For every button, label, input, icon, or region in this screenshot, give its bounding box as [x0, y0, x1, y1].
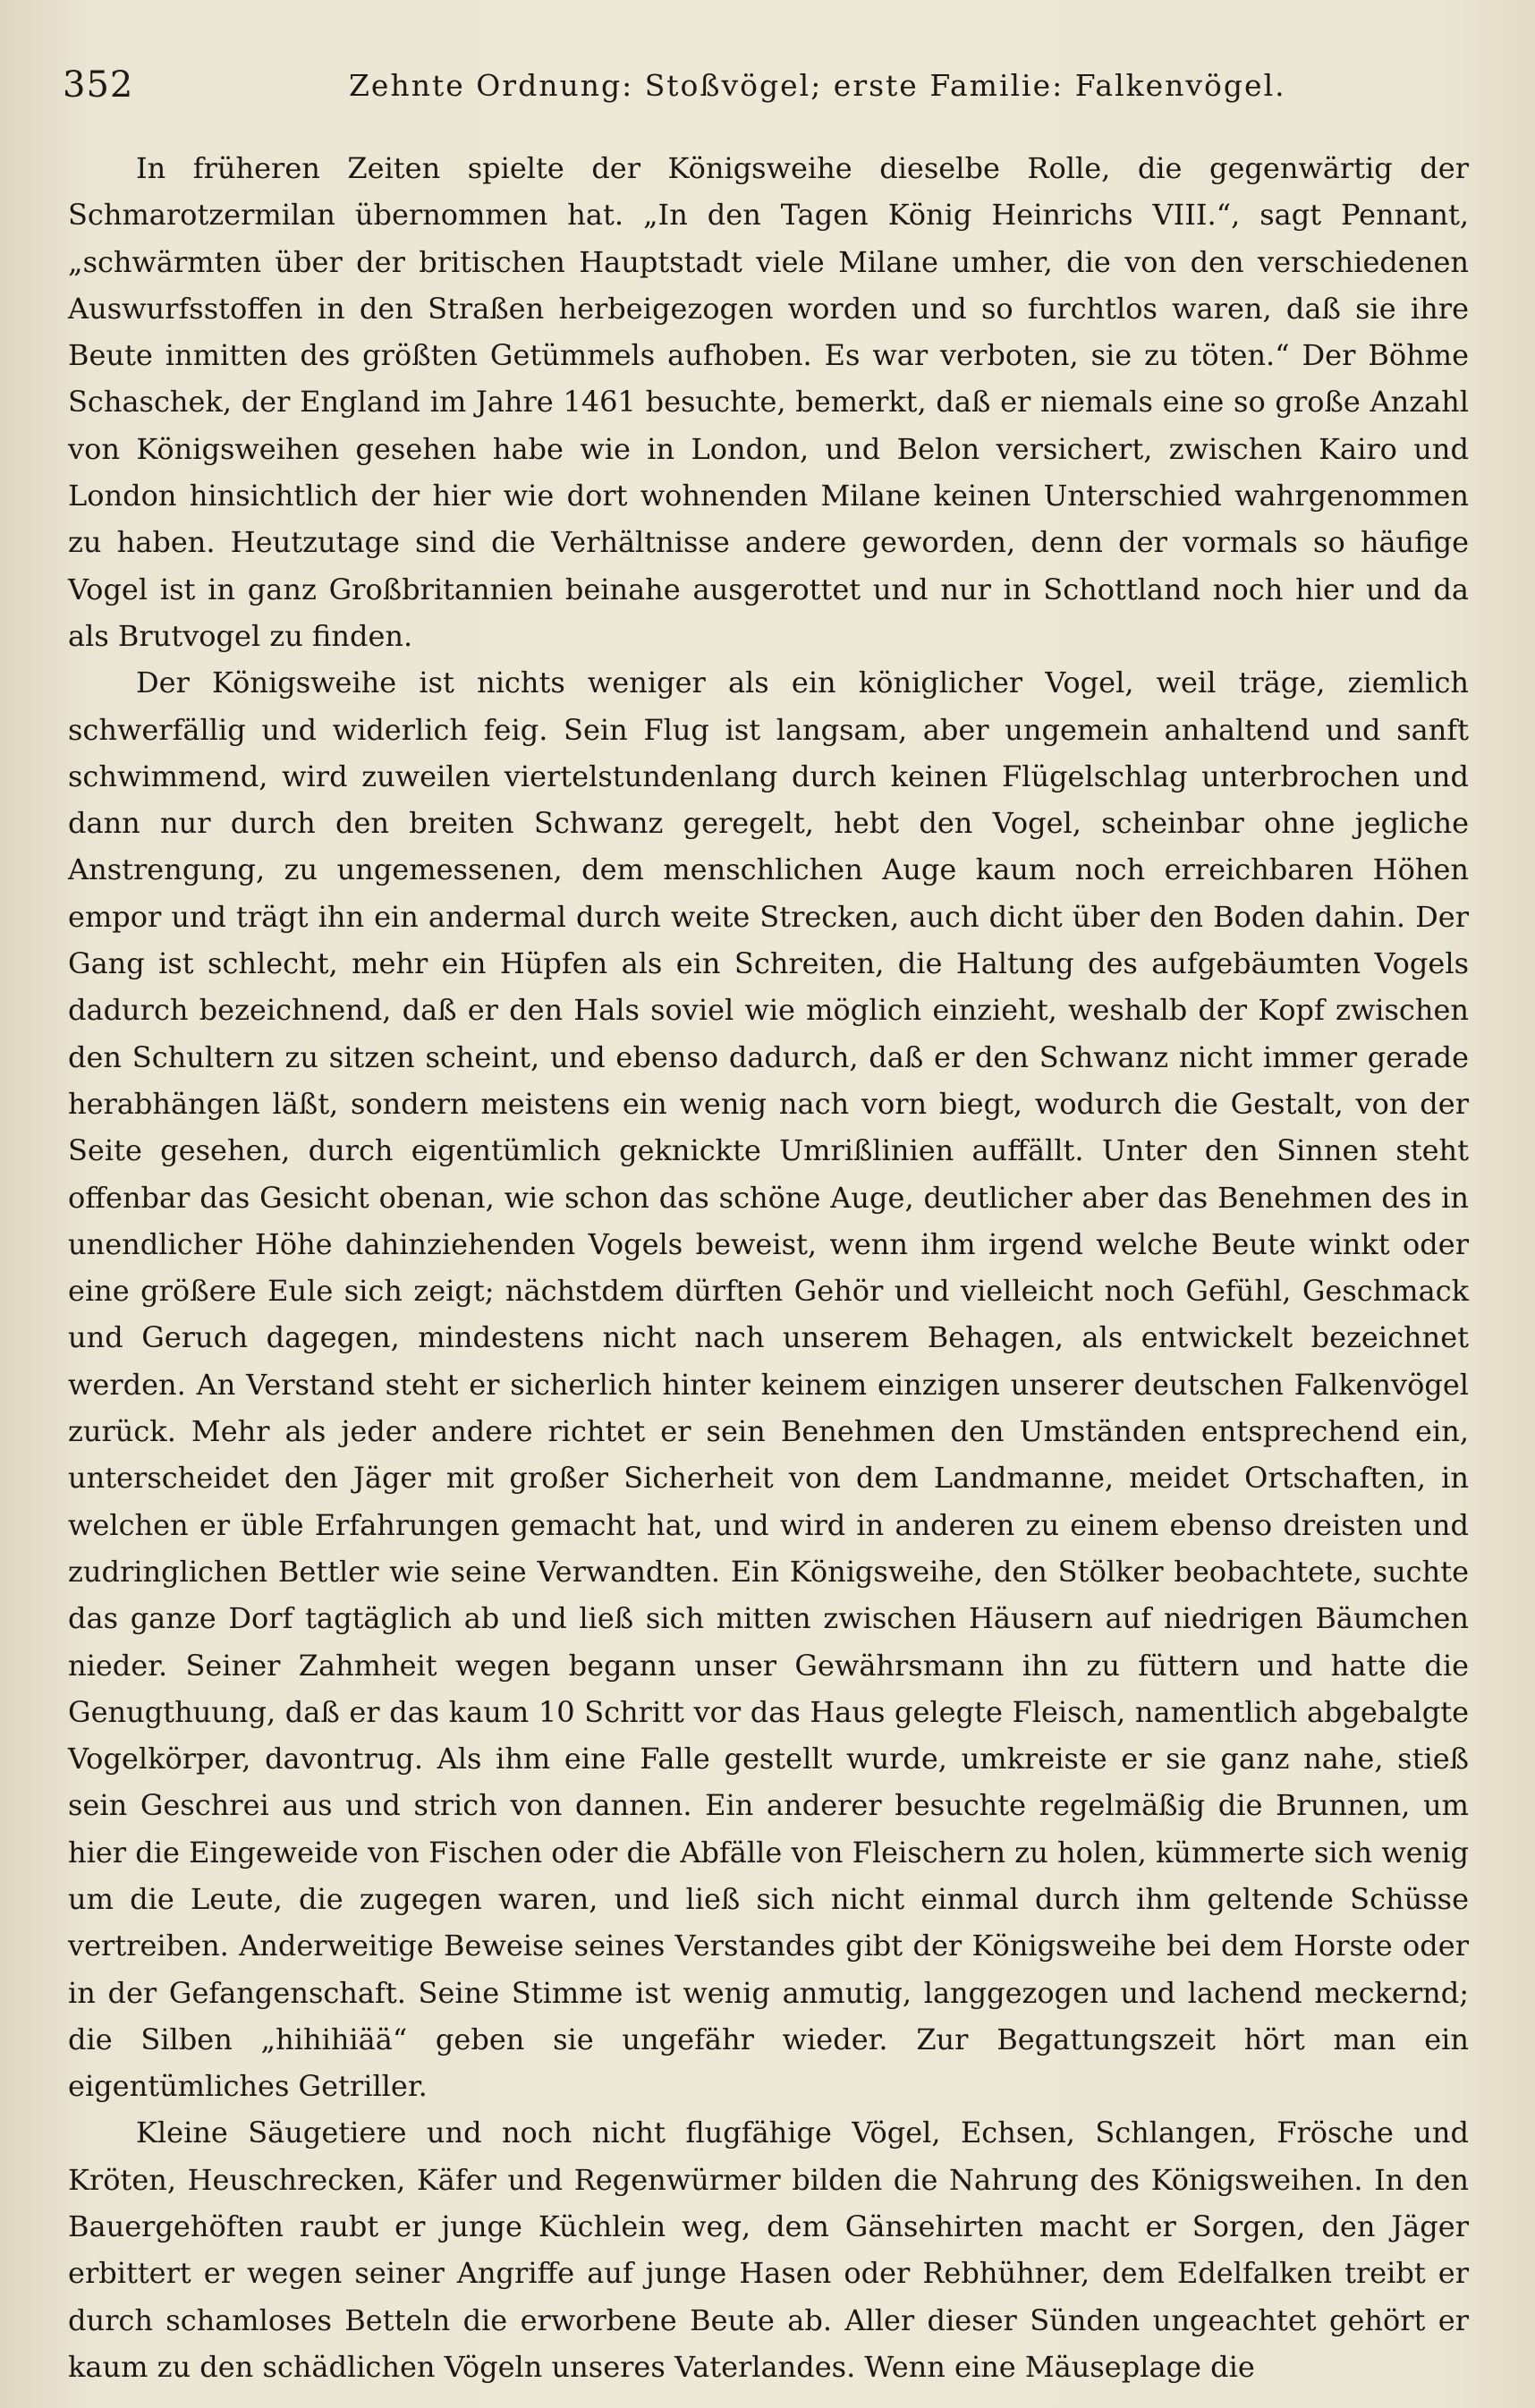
body-text	[68, 145, 1469, 2390]
paragraph: Der Königsweihe ist nichts weniger als ein königlicher Vogel, weil träge, ziemlich schwerfällig und widerlich feig. Sein Flug ist langsam, aber ungemein anhaltend und sanft schwimmend, wird zuweilen viertelstundenlang durch keinen Flügelschlag unterbrochen und dann nur durch den breiten Schwanz geregelt, hebt den Vogel, scheinbar ohne jegliche Anstrengung, zu ungemessenen, dem menschlichen Auge kaum noch erreichbaren Höhen empor und trägt ihn ein andermal durch weite Strecken, auch dicht über den Boden dahin. Der Gang ist schlecht, mehr ein Hüpfen als ein Schreiten, die Haltung des aufgebäumten Vogels dadurch bezeichnend, daß er den Hals soviel wie möglich einzieht, weshalb der Kopf zwischen den Schultern zu sitzen scheint, und ebenso dadurch, daß er den Schwanz nicht immer gerade herabhängen läßt, sondern meistens ein wenig nach vorn biegt, wodurch die Gestalt, von der Seite gesehen, durch eigentümlich geknickte Umrißlinien auffällt. Unter den Sinnen steht offenbar das Gesicht obenan, wie schon das schöne Auge, deutlicher aber das Benehmen des in unendlicher Höhe dahinziehenden Vogels beweist, wenn ihm irgend welche Beute winkt oder eine größere Eule sich zeigt; nächstdem dürften Gehör und vielleicht noch Gefühl, Geschmack und Geruch dagegen, mindestens nicht nach unserem Behagen, als entwickelt bezeichnet werden. An Verstand steht er sicherlich hinter keinem einzigen unserer deutschen Falkenvögel zurück. Mehr als jeder andere richtet er sein Benehmen den Umständen entsprechend ein, unterscheidet den Jäger mit großer Sicherheit von dem Landmanne, meidet Ortschaften, in welchen er üble Erfahrungen gemacht hat, und wird in anderen zu einem ebenso dreisten und zudringlichen Bettler wie seine Verwandten. Ein Königsweihe, den Stölker beobachtete, suchte das ganze Dorf tagtäglich ab und ließ sich mitten zwischen Häusern auf niedrigen Bäumchen nieder. Seiner Zahmheit wegen begann unser Gewährsmann ihn zu füttern und hatte die Genugthuung, daß er das kaum 10 Schritt vor das Haus gelegte Fleisch, namentlich abgebalgte Vogelkörper, davontrug. Als ihm eine Falle gestellt wurde, umkreiste er sie ganz nahe, stieß sein Geschrei aus und strich von dannen. Ein anderer besuchte regelmäßig die Brunnen, um hier die Eingeweide von Fischen oder die Abfälle von Fleischern zu holen, kümmerte sich wenig um die Leute, die zugegen waren, und ließ sich nicht einmal durch ihm geltende Schüsse vertreiben. Anderweitige Beweise seines Verstandes gibt der Königsweihe bei dem Horste oder in der Gefangenschaft. Seine Stimme ist wenig anmutig, langgezogen und lachend meckernd; die Silben „hihihiää“ geben sie ungefähr wieder. Zur Begattungszeit hört man ein eigentümliches Getriller.	[68, 666, 1469, 2104]
running-title: Zehnte Ordnung: Stoßvögel; erste Familie: Falkenvögel.	[349, 68, 1286, 103]
paragraph: In früheren Zeiten spielte der Königsweihe dieselbe Rolle, die gegenwärtig der Schmarotzermilan übernommen hat. „In den Tagen König Heinrichs VIII.“, sagt Pennant, „schwärmten über der britischen Hauptstadt viele Milane umher, die von den verschiedenen Auswurfsstoffen in den Straßen herbeigezogen worden und so furchtlos waren, daß sie ihre Beute inmitten des größten Getümmels aufhoben. Es war verboten, sie zu töten.“ Der Böhme Schaschek, der England im Jahre 1461 besuchte, bemerkt, daß er niemals eine so große Anzahl von Königsweihen gesehen habe wie in London, und Belon versichert, zwischen Kairo und London hinsichtlich der hier wie dort wohnenden Milane keinen Unterschied wahrgenommen zu haben. Heutzutage sind die Verhältnisse andere geworden, denn der vormals so häufige Vogel ist in ganz Großbritannien beinahe ausgerottet und nur in Schottland noch hier und da als Brutvogel zu finden.	[68, 151, 1469, 653]
page-number: 352	[63, 64, 134, 106]
paragraph: Kleine Säugetiere und noch nicht flugfähige Vögel, Echsen, Schlangen, Frösche und Kröten, Heuschrecken, Käfer und Regenwürmer bilden die Nahrung des Königsweihen. In den Bauergehöften raubt er junge Küchlein weg, dem Gänsehirten macht er Sorgen, den Jäger erbittert er wegen seiner Angriffe auf junge Hasen oder Rebhühner, dem Edelfalken treibt er durch schamloses Betteln die erworbene Beute ab. Aller dieser Sünden ungeachtet gehört er kaum zu den schädlichen Vögeln unseres Vaterlandes. Wenn eine Mäuseplage die	[68, 2115, 1469, 2384]
page-header	[63, 64, 1476, 118]
